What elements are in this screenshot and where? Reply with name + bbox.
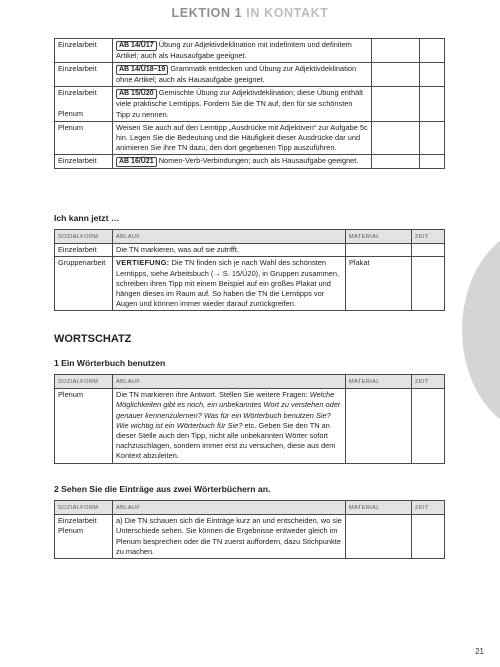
sozialform-cell: Plenum [55,389,113,463]
sozialform-text: Einzelarbeit [58,88,97,98]
table-header-row [55,501,445,515]
ab-reference-tag: AB 15/Ü20 [116,89,157,99]
zeit-cell [412,389,445,463]
col-zeit: ZEIT [412,375,445,389]
material-cell [346,389,412,463]
sozialform-text: Einzelarbeit [58,516,97,526]
vertiefung-label: VERTIEFUNG: [116,258,170,268]
ablauf-text: etc. Geben Sie den TN an dieser Stelle auch den Tipp, nicht alle unbekannten Wörter sofort nachzuschlagen, sondern immer erst zu versuchen, diese aus dem Kontext abzuleiten. [116,420,336,461]
ablauf-cell: a) Die TN schauen sich die Einträge kurz an und entscheiden, wo sie Unterschiede sehen. Sie können die Ergebnisse entweder gleich im Plenum besprechen oder die TN zuerst auffordern, dazu Stichpunkte zu machen. [113,515,346,559]
page-number: 21 [475,647,484,656]
col-ablauf: ABLAUF [113,375,346,389]
ab-reference-tag: AB 14/Ü17 [116,41,157,51]
ablauf-text: Nomen-Verb-Verbindungen; auch als Hausaufgabe geeignet. [158,156,359,166]
zeit-cell [420,39,445,63]
material-cell [372,121,420,155]
material-cell [372,155,420,169]
zeit-cell [420,155,445,169]
table-row [55,257,445,311]
table-row [55,87,445,121]
table-row [55,515,445,559]
ab-reference-tag: AB 16/Ü21 [116,157,157,167]
zeit-cell [420,63,445,87]
sozialform-cell [55,87,113,121]
table-task1 [54,374,445,464]
ablauf-cell [113,389,346,463]
sozialform-text: Plenum [58,526,84,536]
sozialform-cell [55,515,113,559]
decorative-circle [462,225,500,435]
ich-kann-title: Ich kann jetzt … [54,213,120,223]
col-zeit: ZEIT [412,501,445,515]
lektion-topic: IN KONTAKT [246,6,329,20]
ablauf-text: Die TN markieren ihre Antwort. Stellen Sie weitere Fragen: [116,390,310,400]
col-ablauf: ABLAUF [113,501,346,515]
col-ablauf: ABLAUF [113,230,346,244]
sozialform-cell: Einzelarbeit [55,63,113,87]
material-cell [372,63,420,87]
lektion-label: LEKTION 1 [171,6,243,20]
table-top [54,38,445,169]
material-cell [372,87,420,121]
zeit-cell [420,121,445,155]
material-cell [372,39,420,63]
ablauf-cell [113,155,372,169]
ablauf-text: Gemischte Übung zur Adjektivdeklination; diese Übung enthält viele praktische Lerntipps. Fordern Sie die TN auf, den für sie schönsten Tipp zu nennen. [116,88,363,119]
ablauf-text: Weisen Sie auch auf den Lerntipp „Ausdrücke mit Adjektiven“ zur Aufgabe 5c hin. Legen Sie die Bedeutung und die Häufigkeit dieser Ausdrücke dar und animieren Sie ihre TN dazu, den dort gegebenen Tipp auszuführen. [116,122,368,153]
ablauf-cell: Die TN markieren, was auf sie zutrifft. [113,244,346,257]
table-task2 [54,500,445,559]
ab-reference-tag: AB 14/Ü18–19 [116,65,168,75]
col-sozialform: SOZIALFORM [55,230,113,244]
task1-title: 1 Ein Wörterbuch benutzen [54,358,166,368]
table-row [55,121,445,155]
sozialform-cell: Einzelarbeit [55,39,113,63]
ablauf-text: Die TN finden sich je nach Wahl des schönsten Lerntipps, siehe Arbeitsbuch (→ S. 15/Ü20), in Gruppen zusammen, schreiben ihren Tipp mit einem Beispiel auf ein großes Plakat und hängen dieses im Raum auf. So haben die TN die Lerntipps vor Augen und können immer wieder darauf zurückgreifen. [116,258,340,309]
ablauf-cell [113,87,372,121]
task2-title: 2 Sehen Sie die Einträge aus zwei Wörterbüchern an. [54,484,271,494]
zeit-cell [412,515,445,559]
col-sozialform: SOZIALFORM [55,501,113,515]
material-cell: Plakat [346,257,412,311]
sozialform-cell: Einzelarbeit [55,244,113,257]
material-cell [346,515,412,559]
col-material: MATERIAL [346,230,412,244]
sozialform-text: Plenum [58,108,84,118]
sozialform-cell: Gruppenarbeit [55,257,113,311]
ablauf-text: Grammatik entdecken und Übung zur Adjektivdeklination ohne Artikel; auch als Hausaufgabe geeignet. [116,64,357,85]
material-cell [346,244,412,257]
col-material: MATERIAL [346,501,412,515]
sozialform-cell: Plenum [55,121,113,155]
table-row [55,39,445,63]
table-row [55,244,445,257]
col-sozialform: SOZIALFORM [55,375,113,389]
table-row [55,389,445,463]
zeit-cell [412,244,445,257]
table-ich-kann [54,229,445,311]
table-row [55,155,445,169]
table-header-row [55,375,445,389]
page-header [0,6,500,20]
ablauf-cell [113,121,372,155]
ablauf-text: Übung zur Adjektivdeklination mit indefinitem und definitem Artikel; auch als Hausaufgabe geeignet. [116,40,352,60]
ablauf-cell [113,257,346,311]
zeit-cell [420,87,445,121]
col-material: MATERIAL [346,375,412,389]
ablauf-questions: Welche Möglichkeiten gibt es noch, ein unbekanntes Wort zu verstehen oder genauer kennenzulernen? Was für ein Wörterbuch benutzen Sie? Wie wichtig ist ein Wörterbuch für Sie? [116,390,341,430]
table-row [55,63,445,87]
col-zeit: ZEIT [412,230,445,244]
table-header-row [55,230,445,244]
ablauf-cell [113,39,372,63]
zeit-cell [412,257,445,311]
sozialform-cell: Einzelarbeit [55,155,113,169]
ablauf-cell [113,63,372,87]
wortschatz-title: WORTSCHATZ [54,333,132,345]
